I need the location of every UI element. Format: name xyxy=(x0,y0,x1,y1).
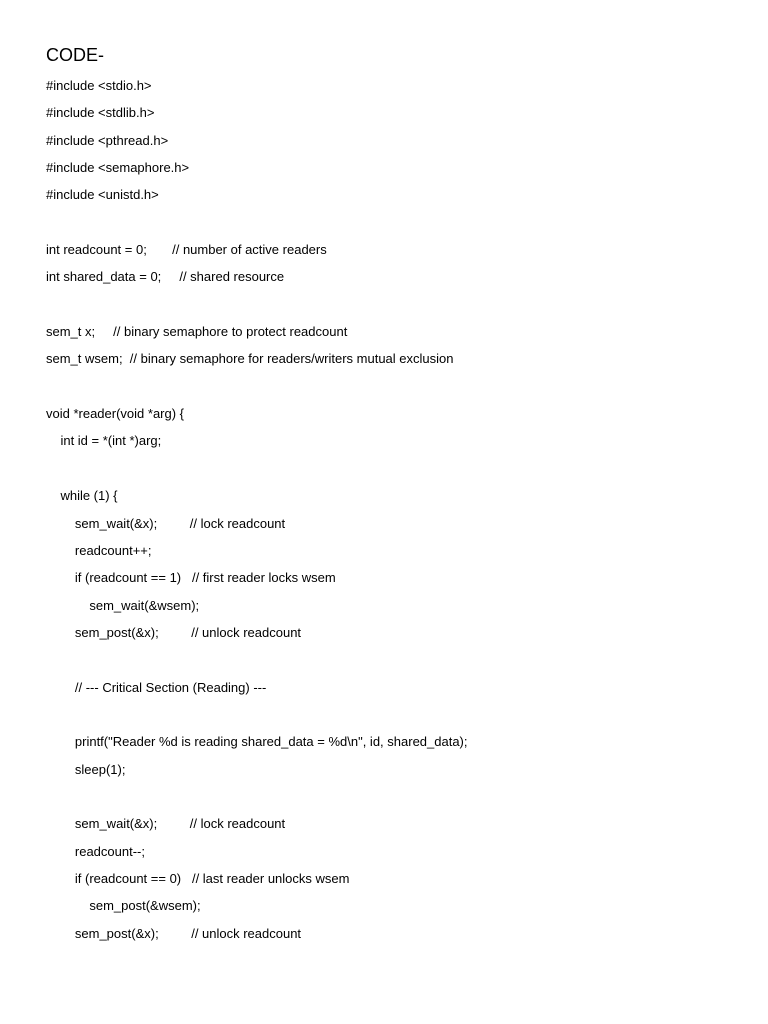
code-line: sem_wait(&wsem); xyxy=(46,597,200,613)
code-line: printf("Reader %d is reading shared_data = %d\n", id, shared_data); xyxy=(46,734,468,750)
code-line: sem_wait(&x); // lock readcount xyxy=(46,816,286,832)
code-line: if (readcount == 0) // last reader unlocks wsem xyxy=(46,870,350,886)
code-line: sem_post(&x); // unlock readcount xyxy=(46,624,302,640)
code-line: void *reader(void *arg) { xyxy=(46,406,185,422)
code-line xyxy=(46,460,468,487)
code-line: readcount--; xyxy=(46,843,145,859)
code-line: sem_post(&x); // unlock readcount xyxy=(46,925,302,941)
code-line: sem_t x; // binary semaphore to protect readcount xyxy=(46,324,348,340)
code-line: sem_post(&wsem); xyxy=(46,898,201,914)
code-line xyxy=(46,651,468,678)
code-line: #include <pthread.h> xyxy=(46,132,169,148)
code-line: #include <stdlib.h> xyxy=(46,105,155,121)
code-line: sem_wait(&x); // lock readcount xyxy=(46,515,286,531)
code-listing xyxy=(46,77,468,952)
code-line: if (readcount == 1) // first reader locks wsem xyxy=(46,570,336,586)
code-line xyxy=(46,214,468,241)
page-title: CODE- xyxy=(46,45,104,65)
code-line: while (1) { xyxy=(46,488,118,504)
code-line: sleep(1); xyxy=(46,761,126,777)
code-line: sem_t wsem; // binary semaphore for readers/writers mutual exclusion xyxy=(46,351,454,367)
code-line: readcount++; xyxy=(46,542,152,558)
code-line: // --- Critical Section (Reading) --- xyxy=(46,679,267,695)
code-line: int id = *(int *)arg; xyxy=(46,433,162,449)
code-line: #include <unistd.h> xyxy=(46,187,159,203)
code-line: int shared_data = 0; // shared resource xyxy=(46,269,285,285)
code-line: int readcount = 0; // number of active readers xyxy=(46,242,327,258)
code-line xyxy=(46,706,468,733)
code-line xyxy=(46,378,468,405)
code-line xyxy=(46,788,468,815)
code-line: #include <semaphore.h> xyxy=(46,160,190,176)
code-line xyxy=(46,296,468,323)
code-line: #include <stdio.h> xyxy=(46,78,152,93)
